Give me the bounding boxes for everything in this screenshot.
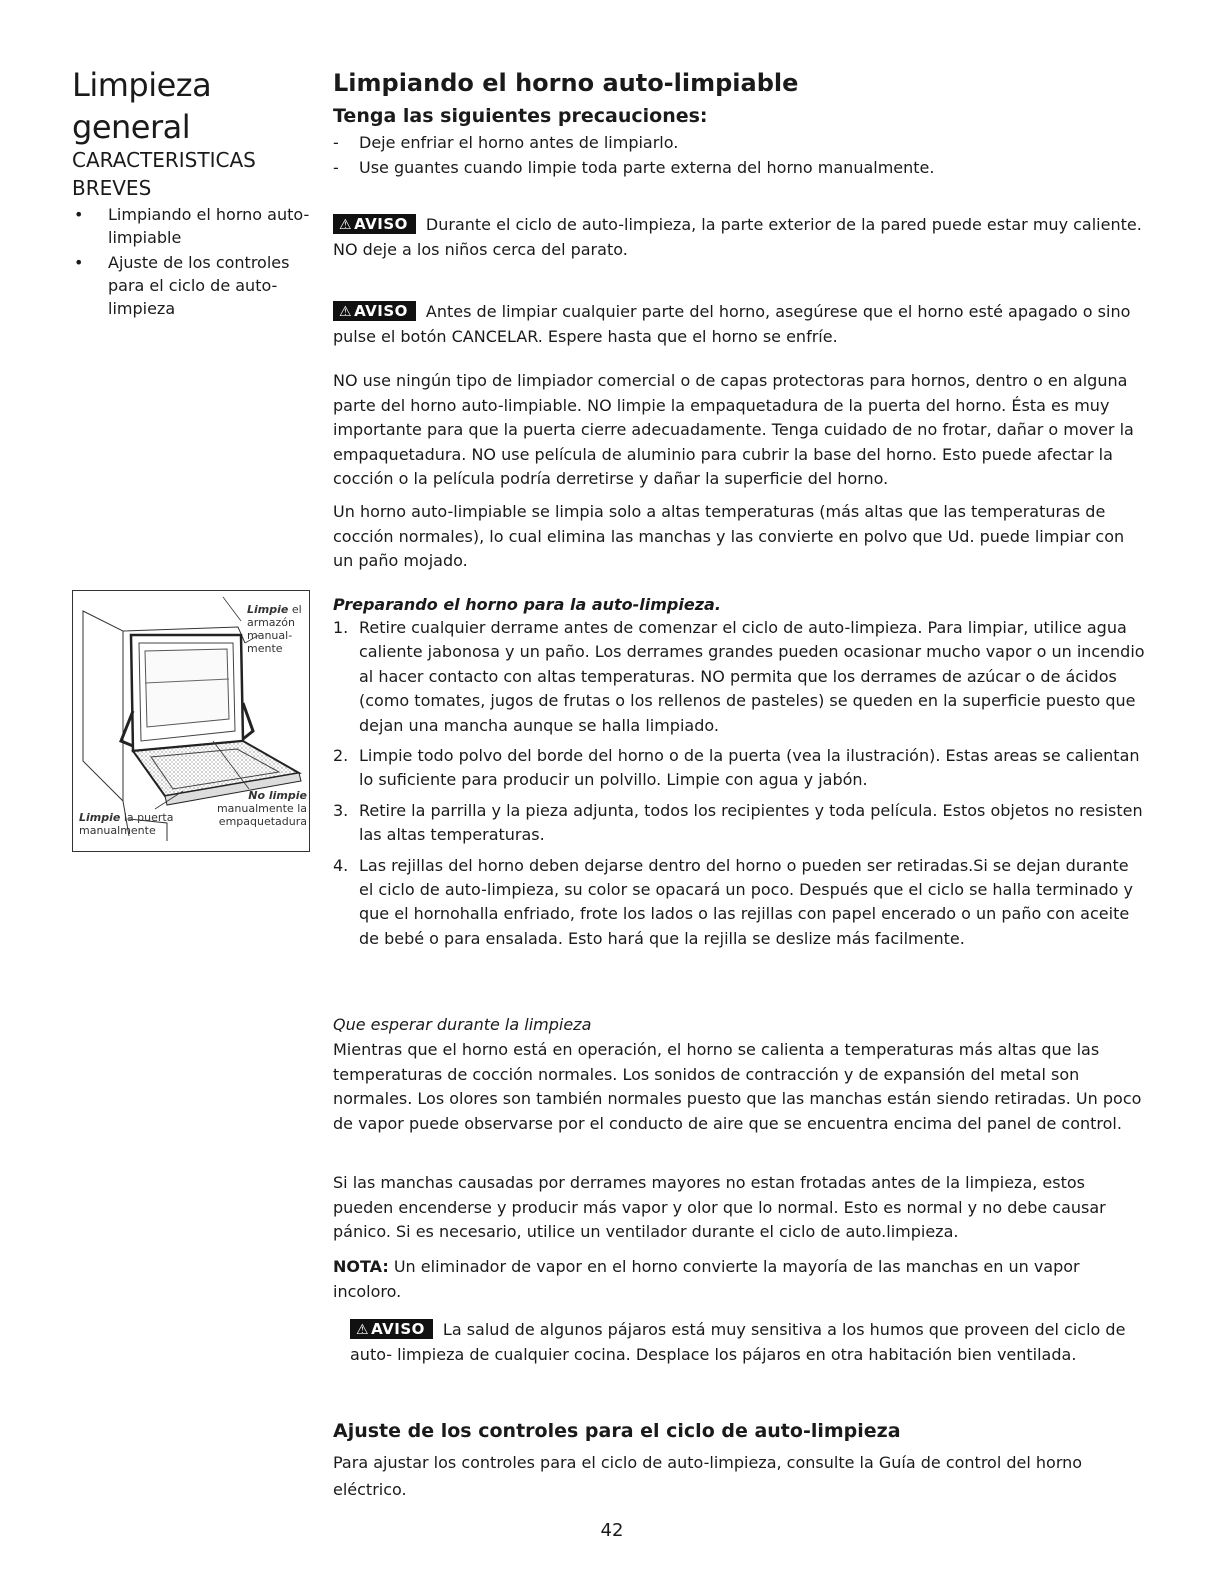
figure-label-emphasis: Limpie	[247, 603, 289, 616]
list-item: 4. Las rejillas del horno deben dejarse dentro del horno o pueden ser retiradas.Si se dejan durante el ciclo de auto-limpieza, su color se opacará un poco. Después que el ciclo se halla terminado y que el hornohalla enfriado, frote los lados o las rejillas con papel encerado o un paño con aceite de bebé o para ensalada. Esto hará que la rejilla se deslize más facilmente.	[333, 855, 1134, 948]
note-text: Un eliminador de vapor en el horno convierte la mayoría de las manchas en un vapor incoloro.	[333, 1257, 1080, 1301]
list-item: 1. Retire cualquier derrame antes de comenzar el ciclo de auto-limpieza. Para limpiar, utilice agua caliente jabonosa y un paño. Los derrames grandes pueden ocasionar mucho vapor o un incendio al hacer contacto con altas temperaturas. NO permita que los derrames de azúcar o de ácidos (como tomates, jugos de frutas o los rellenos de pasteles) se queden en la superficie puesto que dejan una mancha aunque se halla limpiado.	[333, 618, 1145, 735]
note-paragraph	[333, 1255, 1145, 1304]
prep-steps-list	[333, 616, 1145, 957]
warning-triangle-icon: ⚠	[339, 304, 353, 320]
warning-triangle-icon: ⚠	[356, 1322, 370, 1338]
precautions-list	[333, 130, 1145, 180]
warning-triangle-icon: ⚠	[339, 217, 353, 233]
warning-text: La salud de algunos pájaros está muy sensitiva a los humos que proveen del ciclo de auto- limpieza de cualquier cocina. Desplace los pájaros en otra habitación bien ventilada.	[350, 1320, 1126, 1364]
quick-features-heading: CARACTERISTICAS BREVES	[72, 148, 256, 200]
list-item: • Limpiando el horno auto-limpiable	[72, 203, 317, 249]
figure-label-gasket	[203, 789, 307, 828]
body-paragraph: Mientras que el horno está en operación, el horno se calienta a temperaturas más altas que las temperaturas de cocción normales. Los sonidos de contracción y de expansión del metal son normales. Los olores son también normales puesto que las manchas están siendo retiradas. Un poco de vapor puede observarse por el conducto de aire que se encuentra encima del panel de control.	[333, 1040, 1142, 1133]
warning-text: Durante el ciclo de auto-limpieza, la parte exterior de la pared puede estar muy caliente. NO deje a los niños cerca del parato.	[333, 215, 1142, 259]
oven-illustration	[72, 590, 310, 852]
controls-heading: Ajuste de los controles para el ciclo de auto-limpieza	[333, 1420, 901, 1442]
body-paragraph: NO use ningún tipo de limpiador comercial o de capas protectoras para hornos, dentro o en alguna parte del horno auto-limpiable. NO limpie la empaquetadura de la puerta del horno. Ésta es muy importante para que la puerta cierre adecuadamente. Tenga cuidado de no frotar, dañar o mover la empaquetadura. NO use película de aluminio para cubrir la base del horno. Esto puede afectar la cocción o la película podría derretirse y dañar la superficie del horno.	[333, 371, 1134, 488]
quick-features-list	[72, 203, 317, 322]
warning-text: Antes de limpiar cualquier parte del horno, asegúrese que el horno esté apagado o sino pulse el botón CANCELAR. Espere hasta que el horno se enfríe.	[333, 302, 1131, 346]
list-item: 2. Limpie todo polvo del borde del horno o de la puerta (vea la ilustración). Estas areas se calientan lo suficiente para producir un polvillo. Limpie con agua y jabón.	[333, 746, 1140, 790]
warning-paragraph-3	[350, 1318, 1145, 1367]
warning-badge: ⚠ AVISO	[350, 1319, 433, 1339]
warning-paragraph-2	[333, 300, 1145, 349]
prep-heading: Preparando el horno para la auto-limpieza.	[333, 595, 721, 614]
figure-label-emphasis: No limpie	[248, 789, 307, 802]
precautions-heading: Tenga las siguientes precauciones:	[333, 105, 708, 127]
expect-heading: Que esperar durante la limpieza	[333, 1015, 592, 1034]
figure-label-door	[79, 811, 189, 837]
figure-label-emphasis: Limpie	[79, 811, 121, 824]
body-paragraph: Si las manchas causadas por derrames mayores no estan frotadas antes de la limpieza, estos pueden encenderse y producir más vapor y olor que lo normal. Esto es normal y no debe causar pánico. Si es necesario, utilice un ventilador durante el ciclo de auto.limpieza.	[333, 1173, 1106, 1241]
note-label: NOTA:	[333, 1257, 389, 1276]
warning-badge: ⚠ AVISO	[333, 301, 416, 321]
list-item: - Deje enfriar el horno antes de limpiarlo.	[333, 130, 1145, 155]
figure-label-text: la puerta manualmente	[79, 811, 174, 837]
list-item: 3. Retire la parrilla y la pieza adjunta, todos los recipientes y toda película. Estos objetos no resisten las altas temperaturas.	[333, 800, 1143, 845]
body-paragraph: Un horno auto-limpiable se limpia solo a altas temperaturas (más altas que las temperaturas de cocción normales), lo cual elimina las manchas y las convierte en polvo que Ud. puede limpiar con un paño mojado.	[333, 502, 1125, 570]
list-item: - Use guantes cuando limpie toda parte externa del horno manualmente.	[333, 155, 1145, 180]
list-item: • Ajuste de los controles para el ciclo de auto-limpieza	[72, 251, 317, 320]
section-title: Limpieza general	[72, 66, 212, 146]
main-heading: Limpiando el horno auto-limpiable	[333, 69, 799, 97]
warning-paragraph-1	[333, 213, 1145, 262]
body-paragraph: Para ajustar los controles para el ciclo de auto-limpieza, consulte la Guía de control del horno eléctrico.	[333, 1453, 1083, 1499]
page-number: 42	[600, 1520, 624, 1541]
warning-badge: ⚠ AVISO	[333, 214, 416, 234]
figure-label-text: el armazón manual-mente	[247, 603, 302, 655]
figure-label-text: manualmente la empaquetadura	[216, 802, 307, 828]
figure-label-frame	[247, 603, 307, 655]
